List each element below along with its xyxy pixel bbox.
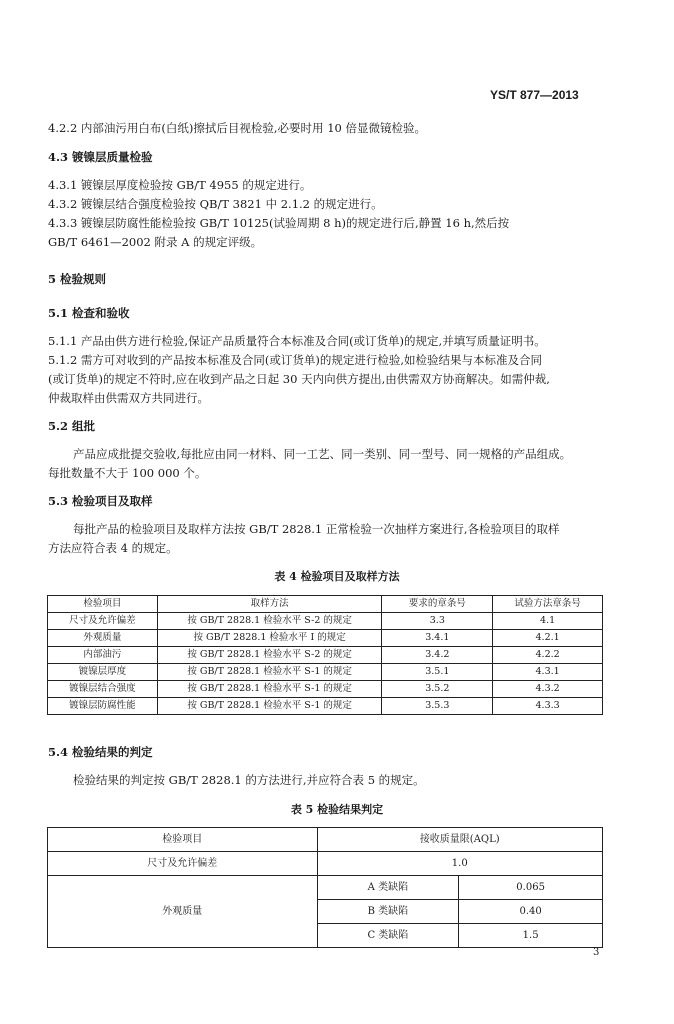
table5-header-cell: 检验项目: [48, 828, 318, 852]
table-cell: B 类缺陷: [317, 900, 459, 924]
table-row: [48, 647, 603, 664]
table-cell: 3.4.2: [382, 647, 493, 664]
table-cell: 1.5: [459, 924, 603, 948]
table-cell: 镀镍层防腐性能: [48, 698, 158, 715]
table4: [47, 595, 603, 715]
table5: [47, 827, 603, 948]
heading-5-4: 5.4 检验结果的判定: [48, 745, 153, 759]
clause-5-3-line2: 方法应符合表 4 的规定。: [48, 541, 178, 555]
heading-5: 5 检验规则: [48, 272, 107, 286]
clause-4-3-3-line1: 4.3.3 镀镍层防腐性能检验按 GB/T 10125(试验周期 8 h)的规定进行后,静置 16 h,然后按: [48, 216, 510, 230]
table-cell: 4.2.2: [493, 647, 603, 664]
table-row: [48, 698, 603, 715]
table-cell: 内部油污: [48, 647, 158, 664]
table5-header-cell: 接收质量限(AQL): [317, 828, 603, 852]
table-cell: 3.5.3: [382, 698, 493, 715]
table4-caption: 表 4 检验项目及取样方法: [274, 570, 400, 583]
clause-4-3-1: 4.3.1 镀镍层厚度检验按 GB/T 4955 的规定进行。: [48, 178, 312, 192]
table-cell: 镀镍层厚度: [48, 664, 158, 681]
clause-5-3-line1: 每批产品的检验项目及取样方法按 GB/T 2828.1 正常检验一次抽样方案进行,各检验项目的取样: [73, 522, 560, 536]
table4-header-cell: 取样方法: [157, 596, 382, 613]
table4-header-cell: 检验项目: [48, 596, 158, 613]
table-cell: 4.3.1: [493, 664, 603, 681]
clause-5-2-line2: 每批数量不大于 100 000 个。: [48, 466, 207, 480]
table-cell: 按 GB/T 2828.1 检验水平 I 的规定: [157, 630, 382, 647]
table-cell: 3.3: [382, 613, 493, 630]
clause-5-1-2-line3: 仲裁取样由供需双方共同进行。: [48, 391, 209, 405]
table-cell: 镀镍层结合强度: [48, 681, 158, 698]
clause-4-2-2: 4.2.2 内部油污用白布(白纸)擦拭后目视检验,必要时用 10 倍显微镜检验。: [48, 121, 426, 135]
table-cell: 1.0: [317, 852, 603, 876]
clause-5-1-2-line2: (或订货单)的规定不符时,应在收到产品之日起 30 天内向供方提出,由供需双方协商解决。如需仲裁,: [48, 372, 550, 386]
table5-header-row: [48, 828, 603, 852]
table5-caption: 表 5 检验结果判定: [290, 803, 384, 816]
table-cell: 3.5.1: [382, 664, 493, 681]
table-cell: 3.5.2: [382, 681, 493, 698]
table-cell: 3.4.1: [382, 630, 493, 647]
heading-5-2: 5.2 组批: [48, 419, 96, 433]
table-cell: 外观质量: [48, 630, 158, 647]
table-cell: 外观质量: [48, 876, 318, 948]
table-cell: C 类缺陷: [317, 924, 459, 948]
table-row: [48, 852, 603, 876]
table-row: [48, 876, 603, 900]
heading-5-1: 5.1 检查和验收: [48, 306, 130, 320]
table-cell: 4.1: [493, 613, 603, 630]
table-cell: A 类缺陷: [317, 876, 459, 900]
table-cell: 尺寸及允许偏差: [48, 613, 158, 630]
heading-4-3: 4.3 镀镍层质量检验: [48, 150, 153, 164]
table-cell: 4.3.3: [493, 698, 603, 715]
table4-header-row: [48, 596, 603, 613]
clause-5-1-1: 5.1.1 产品由供方进行检验,保证产品质量符合本标准及合同(或订货单)的规定,并填写质量证明书。: [48, 334, 546, 348]
table-cell: 4.2.1: [493, 630, 603, 647]
table4-header-cell: 试验方法章条号: [493, 596, 603, 613]
table-cell: 尺寸及允许偏差: [48, 852, 318, 876]
table-cell: 按 GB/T 2828.1 检验水平 S-1 的规定: [157, 681, 382, 698]
table4-header-cell: 要求的章条号: [382, 596, 493, 613]
table-cell: 按 GB/T 2828.1 检验水平 S-1 的规定: [157, 664, 382, 681]
table-row: [48, 613, 603, 630]
table-cell: 0.40: [459, 900, 603, 924]
clause-4-3-3-line2: GB/T 6461—2002 附录 A 的规定评级。: [48, 235, 263, 249]
clause-5-2-line1: 产品应成批提交验收,每批应由同一材料、同一工艺、同一类别、同一型号、同一规格的产品组成。: [73, 447, 572, 461]
page-number: 3: [593, 947, 600, 958]
clause-5-4-line1: 检验结果的判定按 GB/T 2828.1 的方法进行,并应符合表 5 的规定。: [73, 773, 425, 787]
table-cell: 按 GB/T 2828.1 检验水平 S-2 的规定: [157, 647, 382, 664]
table-cell: 4.3.2: [493, 681, 603, 698]
clause-5-1-2-line1: 5.1.2 需方可对收到的产品按本标准及合同(或订货单)的规定进行检验,如检验结果与本标准及合同: [48, 353, 543, 367]
table-row: [48, 681, 603, 698]
document-id: YS/T 877—2013: [490, 88, 579, 102]
heading-5-3: 5.3 检验项目及取样: [48, 494, 153, 508]
table-cell: 0.065: [459, 876, 603, 900]
table-row: [48, 630, 603, 647]
table-row: [48, 664, 603, 681]
table-cell: 按 GB/T 2828.1 检验水平 S-1 的规定: [157, 698, 382, 715]
clause-4-3-2: 4.3.2 镀镍层结合强度检验按 QB/T 3821 中 2.1.2 的规定进行。: [48, 197, 383, 211]
table-cell: 按 GB/T 2828.1 检验水平 S-2 的规定: [157, 613, 382, 630]
